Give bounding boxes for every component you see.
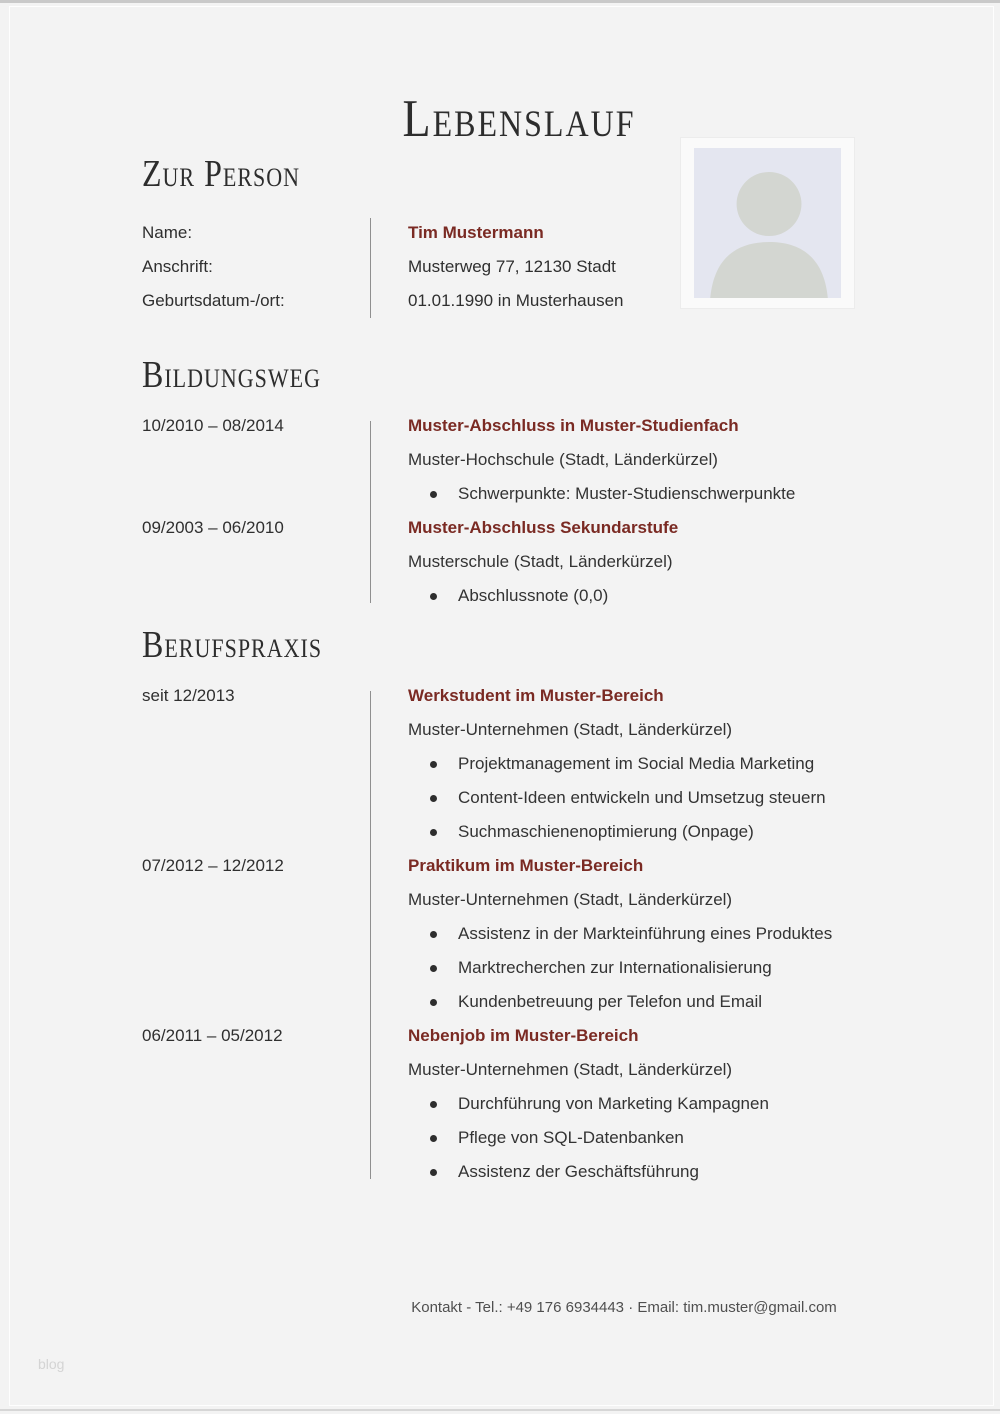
cv-section — [0, 622, 1000, 1189]
entry-body — [408, 511, 1000, 613]
person-value-name: Tim Mustermann — [408, 223, 544, 242]
entry-organization: Musterschule (Stadt, Länderkürzel) — [408, 552, 673, 571]
entry-organization: Muster-Unternehmen (Stadt, Länderkürzel) — [408, 720, 733, 739]
section-entries — [0, 679, 1000, 1189]
entry-date: seit 12/2013 — [142, 686, 235, 705]
bullet-icon — [430, 965, 437, 972]
entry-organization: Muster-Hochschule (Stadt, Länderkürzel) — [408, 450, 718, 469]
bullet-item — [408, 781, 1000, 815]
bullet-text: Assistenz der Geschäftsführung — [458, 1162, 699, 1181]
cv-section — [0, 352, 1000, 613]
watermark-blog: blog — [38, 1356, 65, 1372]
photo-placeholder — [680, 137, 855, 309]
bullet-text: Durchführung von Marketing Kampagnen — [458, 1094, 769, 1113]
section-content — [0, 409, 1000, 613]
bullet-text: Suchmaschienenoptimierung (Onpage) — [458, 822, 754, 841]
section-content — [0, 679, 1000, 1189]
page-frame-top — [0, 0, 1000, 3]
person-label-name: Name: — [142, 223, 193, 242]
entry-date: 07/2012 – 12/2012 — [142, 856, 284, 875]
entry-bullets — [408, 477, 1000, 511]
person-label-geburtsdatum: Geburtsdatum-/ort: — [142, 291, 285, 310]
cv-entry — [0, 511, 1000, 613]
cv-entry — [0, 1019, 1000, 1189]
bullet-icon — [430, 491, 437, 498]
entry-body — [408, 1019, 1000, 1189]
bullet-icon — [430, 593, 437, 600]
entry-date: 06/2011 – 05/2012 — [142, 1026, 283, 1045]
bullet-icon — [430, 931, 437, 938]
cv-entry — [0, 409, 1000, 511]
bullet-icon — [430, 1101, 437, 1108]
bullet-item — [408, 815, 1000, 849]
bullet-text: Assistenz in der Markteinführung eines Produktes — [458, 924, 833, 943]
entry-body — [408, 849, 1000, 1019]
entry-date: 09/2003 – 06/2010 — [142, 518, 284, 537]
entry-title: Praktikum im Muster-Bereich — [408, 856, 644, 875]
entry-title: Muster-Abschluss Sekundarstufe — [408, 518, 679, 537]
bullet-icon — [430, 761, 437, 768]
bullet-text: Marktrecherchen zur Internationalisierung — [458, 958, 772, 977]
cv-entry — [0, 679, 1000, 849]
entry-title: Muster-Abschluss in Muster-Studienfach — [408, 416, 739, 435]
entry-bullets — [408, 917, 1000, 1019]
entry-body — [408, 409, 1000, 511]
bullet-item — [408, 951, 1000, 985]
bullet-item — [408, 1155, 1000, 1189]
entry-date: 10/2010 – 08/2014 — [142, 416, 284, 435]
bullet-icon — [430, 1169, 437, 1176]
bullet-text: Abschlussnote (0,0) — [458, 586, 609, 605]
entry-title: Werkstudent im Muster-Bereich — [408, 686, 664, 705]
bullet-icon — [430, 999, 437, 1006]
bullet-item — [408, 917, 1000, 951]
person-silhouette-icon — [694, 148, 841, 298]
bullet-item — [408, 579, 1000, 613]
person-labels-column — [142, 216, 285, 318]
bullet-item — [408, 747, 1000, 781]
section-entries — [0, 409, 1000, 613]
column-divider — [370, 218, 371, 318]
person-values-column — [408, 216, 624, 318]
bullet-icon — [430, 795, 437, 802]
entry-bullets — [408, 1087, 1000, 1189]
entry-organization: Muster-Unternehmen (Stadt, Länderkürzel) — [408, 890, 733, 909]
page-frame-bottom — [0, 1409, 1000, 1411]
section-heading-zur-person: Zur Person — [142, 151, 301, 195]
cv-entry — [0, 849, 1000, 1019]
bullet-item — [408, 985, 1000, 1019]
bullet-text: Kundenbetreuung per Telefon und Email — [458, 992, 763, 1011]
bullet-text: Content-Ideen entwickeln und Umsetzug steuern — [458, 788, 826, 807]
person-value-geburtsdatum: 01.01.1990 in Musterhausen — [408, 291, 624, 310]
bullet-text: Pflege von SQL-Datenbanken — [458, 1128, 684, 1147]
entry-bullets — [408, 579, 1000, 613]
bullet-item — [408, 477, 1000, 511]
contact-footer: Kontakt - Tel.: +49 176 6934443 · Email: tim.muster@gmail.com — [411, 1299, 837, 1316]
photo-inner — [694, 148, 841, 298]
entry-bullets — [408, 747, 1000, 849]
bullet-icon — [430, 829, 437, 836]
bullet-item — [408, 1121, 1000, 1155]
entry-body — [408, 679, 1000, 849]
bullet-item — [408, 1087, 1000, 1121]
bullet-text: Schwerpunkte: Muster-Studienschwerpunkte — [458, 484, 796, 503]
entry-title: Nebenjob im Muster-Bereich — [408, 1026, 639, 1045]
person-label-anschrift: Anschrift: — [142, 257, 213, 276]
bullet-text: Projektmanagement im Social Media Marketing — [458, 754, 815, 773]
section-heading: Bildungsweg — [142, 352, 321, 396]
person-value-anschrift: Musterweg 77, 12130 Stadt — [408, 257, 616, 276]
section-heading: Berufspraxis — [142, 622, 323, 666]
page-title: Lebenslauf — [402, 89, 636, 148]
bullet-icon — [430, 1135, 437, 1142]
entry-organization: Muster-Unternehmen (Stadt, Länderkürzel) — [408, 1060, 733, 1079]
